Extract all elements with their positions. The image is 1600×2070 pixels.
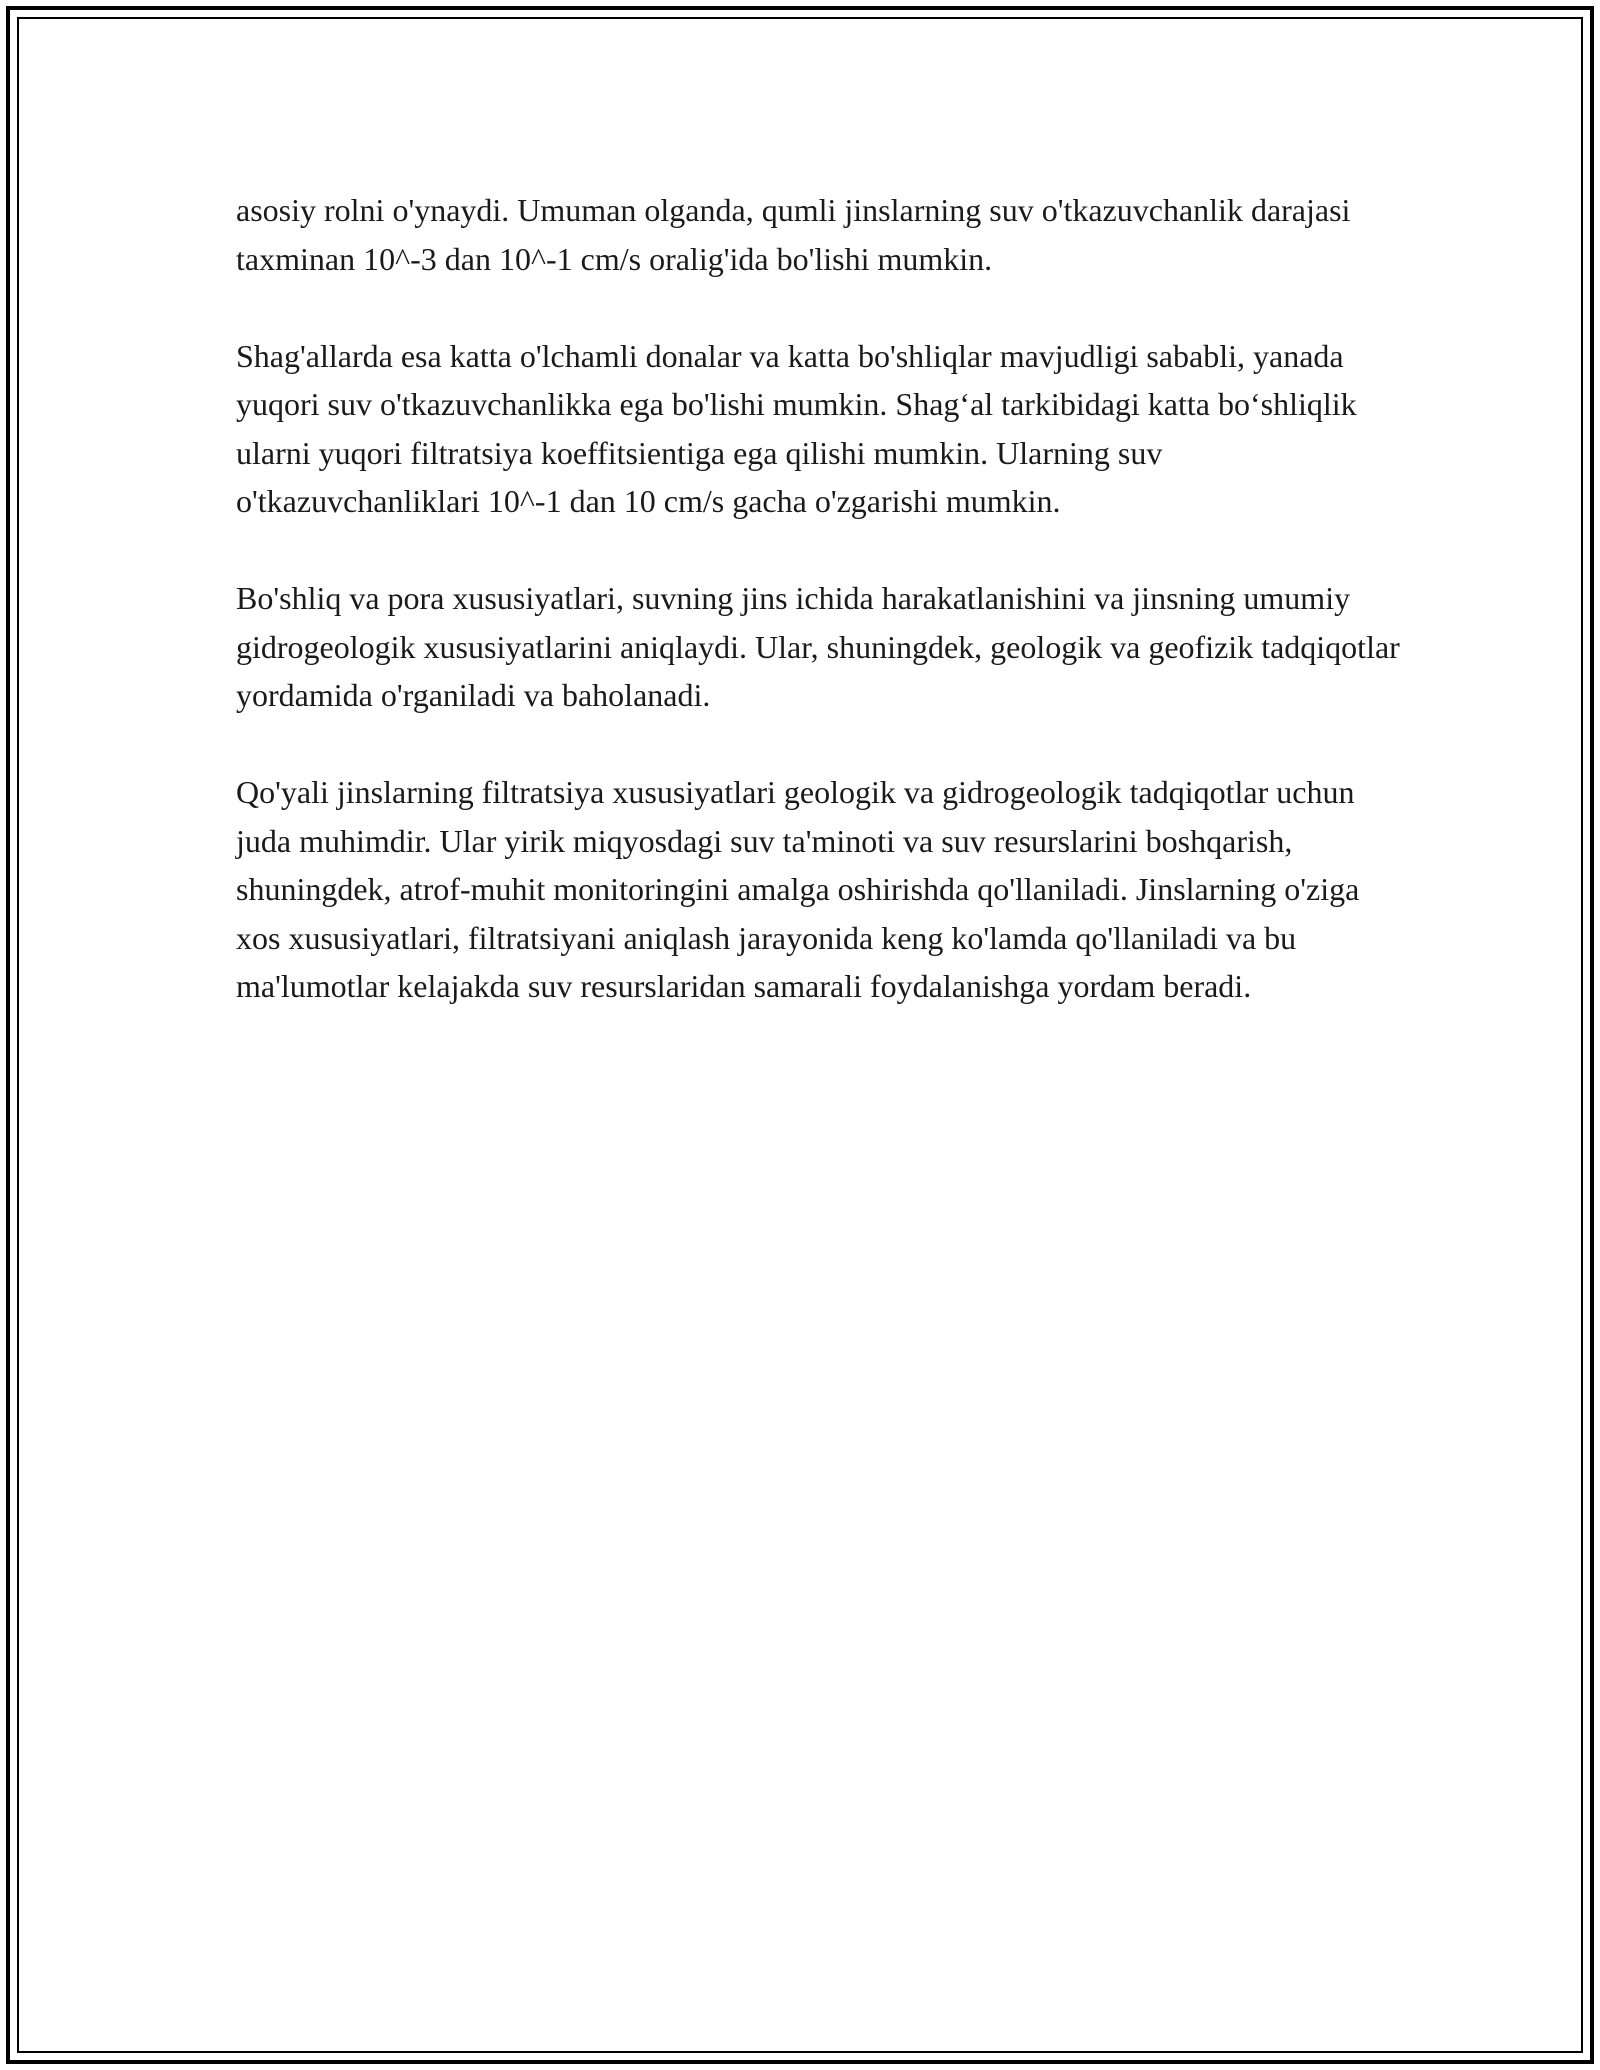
paragraph-gravels: Shag'allarda esa katta o'lchamli donalar va katta bo'shliqlar mavjudligi sababli, yanada yuqori suv o'tkazuvchanlikka ega bo'lishi mumkin. Shag‘al tarkibidagi katta bo‘shliqlik ularni yuqori filtratsiya koeffitsientiga ega qilishi mumkin. Ularning suv o'tkazuvchanliklari 10^-1 dan 10 cm/s gacha o'zgarishi mumkin. xyxy=(236,337,1357,519)
paragraph-sandy-rocks: asosiy rolni o'ynaydi. Umuman olganda, qumli jinslarning suv o'tkazuvchanlik darajasi taxminan 10^-3 dan 10^-1 cm/s oralig'ida bo'lishi mumkin. xyxy=(236,192,1351,277)
paragraph-filtration-importance: Qo'yali jinslarning filtratsiya xususiyatlari geologik va gidrogeologik tadqiqotlar uchun juda muhimdir. Ular yirik miqyosdagi suv ta'minoti va suv resurslarini boshqarish, shuningdek, atrof-muhit monitoringini amalga oshirishda qo'llaniladi. Jinslarning o'ziga xos xususiyatlari, filtratsiyani aniqlash jarayonida keng ko'lamda qo'llaniladi va bu ma'lumotlar kelajakda suv resurslaridan samarali foydalanishga yordam beradi. xyxy=(236,774,1360,1004)
paragraph-pore-properties: Bo'shliq va pora xususiyatlari, suvning jins ichida harakatlanishini va jinsning umumiy gidrogeologik xususiyatlarini aniqlaydi. Ular, shuningdek, geologik va geofizik tadqiqotlar yordamida o'rganiladi va baholanadi. xyxy=(236,580,1400,713)
document-body xyxy=(236,186,1406,1011)
